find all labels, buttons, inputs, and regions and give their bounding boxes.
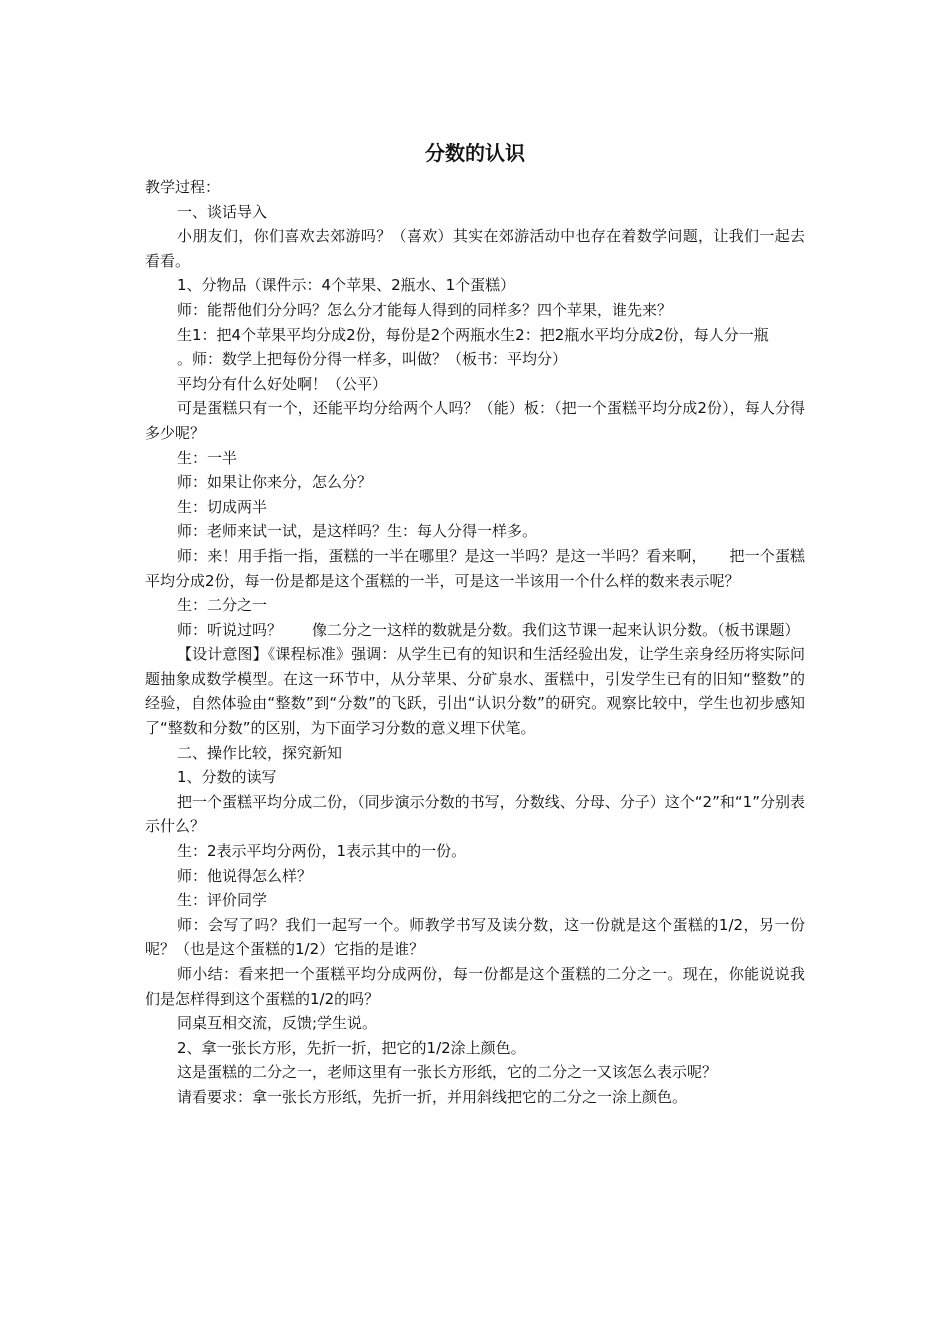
paragraph: 师小结：看来把一个蛋糕平均分成两份，每一份都是这个蛋糕的二分之一。现在，你能说说我们是怎样得到这个蛋糕的1/2的吗？ — [145, 965, 805, 1008]
paragraph: 请看要求：拿一张长方形纸，先折一折，并用斜线把它的二分之一涂上颜色。 — [177, 1087, 688, 1106]
paragraph: 生：切成两半 — [177, 497, 268, 516]
paragraph: 同桌互相交流，反馈;学生说。 — [177, 1014, 378, 1033]
paragraph: 师：他说得怎么样？ — [177, 866, 313, 885]
paragraph: 2、拿一张长方形，先折一折，把它的1/2涂上颜色。 — [177, 1038, 526, 1057]
paragraph: 师：如果让你来分，怎么分？ — [177, 473, 373, 492]
paragraph: 平均分有什么好处啊！（公平） — [177, 374, 388, 393]
paragraph: 一、谈话导入 — [177, 202, 268, 221]
paragraph: 。师：数学上把每份分得一样多，叫做？（板书：平均分） — [177, 350, 568, 369]
paragraph: 这是蛋糕的二分之一，老师这里有一张长方形纸，它的二分之一又该怎么表示呢？ — [177, 1063, 718, 1082]
paragraph: 二、操作比较，探究新知 — [177, 743, 343, 762]
paragraph: 生：二分之一 — [177, 596, 268, 615]
paragraph: 师：来！用手指一指，蛋糕的一半在哪里？是这一半吗？是这一半吗？看来啊， 把一个蛋糕平均分成2份，每一份是都是这个蛋糕的一半，可是这一半该用一个什么样的数来表示呢？ — [145, 546, 805, 590]
paragraph: 生：一半 — [177, 448, 238, 467]
paragraph: 生：评价同学 — [177, 891, 268, 910]
document-title: 分数的认识 — [425, 141, 525, 165]
paragraph: 把一个蛋糕平均分成二份，（同步演示分数的书写，分数线、分母、分子）这个“2”和“1”分别表示什么？ — [145, 792, 805, 836]
paragraph: 师：会写了吗？我们一起写一个。师教学书写及读分数，这一份就是这个蛋糕的1/2，另一份呢？（也是这个蛋糕的1/2）它指的是谁？ — [145, 915, 805, 959]
paragraph: 【设计意图】《课程标准》强调：从学生已有的知识和生活经验出发，让学生亲身经历将实际问题抽象成数学模型。在这一环节中，从分苹果、分矿泉水、蛋糕中，引发学生已有的旧知“整数”的经验，自然体验由“整数”到“分数”的飞跃，引出“认识分数”的研究。观察比较中，学生也初步感知了“整数和分数”的区别，为下面学习分数的意义埋下伏笔。 — [145, 645, 805, 738]
document-body — [145, 175, 805, 1110]
paragraph: 生：2表示平均分两份，1表示其中的一份。 — [177, 842, 467, 861]
paragraph: 1、分物品（课件示：4个苹果、2瓶水、1个蛋糕） — [177, 276, 516, 295]
paragraph: 可是蛋糕只有一个，还能平均分给两个人吗？（能）板：（把一个蛋糕平均分成2份），每人分得多少呢？ — [145, 399, 805, 442]
paragraph: 生1：把4个苹果平均分成2份，每份是2个两瓶水生2：把2瓶水平均分成2份，每人分一瓶 — [177, 325, 769, 344]
paragraph: 师：听说过吗？ 像二分之一这样的数就是分数。我们这节课一起来认识分数。（板书课题） — [177, 620, 800, 639]
paragraph: 小朋友们，你们喜欢去郊游吗？（喜欢）其实在郊游活动中也存在着数学问题，让我们一起去看看。 — [145, 227, 805, 270]
paragraph: 教学过程： — [145, 178, 221, 196]
paragraph: 师：老师来试一试，是这样吗？生：每人分得一样多。 — [177, 522, 538, 541]
paragraph: 1、分数的读写 — [177, 768, 277, 787]
paragraph: 师：能帮他们分分吗？怎么分才能每人得到的同样多？四个苹果，谁先来？ — [177, 300, 673, 319]
